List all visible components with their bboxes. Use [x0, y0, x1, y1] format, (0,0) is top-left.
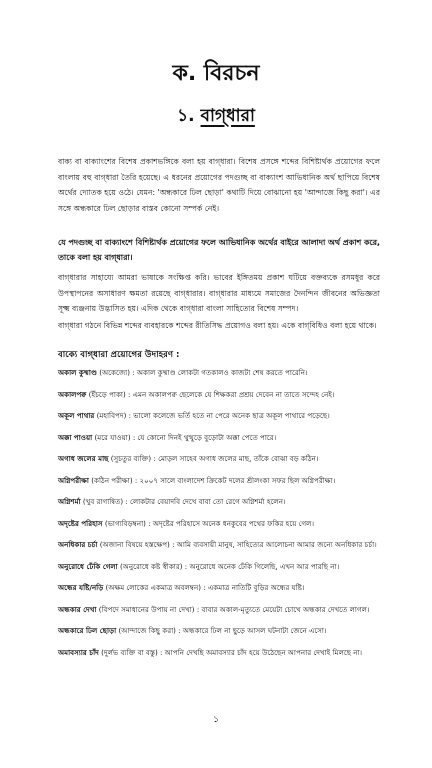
idiom-sentence: একমাত্র নাতিটি বুড়ির অন্ধের যষ্টি।: [207, 583, 305, 592]
idiom-sentence: অন্ধকারে ঢিল না ছুড়ে আসল ঘটনাটা জেনে এসো।: [182, 626, 327, 635]
idiom-meaning: (অক্ষম লোকের একমাত্র অবলম্বন): [105, 583, 201, 592]
idiom-term: অন্ধকারে ঢিল ছোড়া: [58, 626, 117, 635]
list-item: অক্কা পাওয়া (মরে যাওয়া) : যে কোনো দিনই থুত্থুড়ে বুড়োটা অক্কা পেতে পারে।: [58, 432, 277, 442]
idiom-sentence: এমন অকালপক্ব ছেলেকে যে শিক্ষকরা প্রশ্রয় দেবেন না তাতে সন্দেহ নেই।: [132, 389, 335, 399]
idiom-meaning: (ভাগ্যবিড়ম্বনা): [104, 518, 146, 528]
idiom-term: অদৃষ্টের পরিহাস: [58, 518, 103, 528]
list-item: অগ্নিশর্মা (খুব রাগান্বিত) : লোকটার বেয়াদবি দেখে বাবা তো রেগে অগ্নিশর্মা হলেন।: [58, 497, 286, 506]
idiom-term: অন্ধের যষ্টি/নড়ি: [58, 583, 104, 592]
list-item: অন্ধের যষ্টি/নড়ি (অক্ষম লোকের একমাত্র অবলম্বন) : একমাত্র নাতিটি বুড়ির অন্ধের যষ্টি।: [58, 583, 305, 592]
list-item: অদৃষ্টের পরিহাস (ভাগ্যবিড়ম্বনা) : অদৃষ্টের পরিহাসে অনেক ধনকুবের পথের ফকির হয়ে গেল।: [58, 518, 314, 528]
idiom-sentence: যে কোনো দিনই থুত্থুড়ে বুড়োটা অক্কা পেতে পারে।: [137, 432, 277, 442]
definition-paragraph: যে পদগুচ্ছ বা বাক্যাংশে বিশিষ্টার্থক প্রয়োগের ফলে আভিধানিক অর্থের বাইরে আলাদা অর্থ প্রকাশ করে, তাকে বলা হয় বাগ্‌ধারা।: [58, 238, 380, 262]
idiom-term: অগ্নিশর্মা: [58, 497, 81, 506]
idiom-term: অনধিকার চর্চা: [58, 540, 98, 549]
idiom-term: অনুরোধে ঢেঁকি গেলা: [58, 561, 118, 571]
idiom-meaning: (কঠিন পরীক্ষা): [91, 475, 133, 485]
idiom-meaning: (খুব রাগান্বিত): [82, 497, 124, 506]
idiom-meaning: (আন্দাজে কিছু করা): [118, 626, 176, 635]
idiom-meaning: (বিপদে সমাধানের উপায় না দেখা): [98, 604, 195, 614]
idiom-meaning: (ইঁচড়ে পাকা): [88, 389, 126, 399]
idiom-meaning: (সুচতুর ব্যক্তি): [110, 454, 152, 463]
idiom-meaning: (অনুরোধে কষ্ট স্বীকার): [119, 561, 183, 571]
idiom-term: অগ্নিপরীক্ষা: [58, 475, 89, 485]
list-item: অকাল কুষ্মাণ্ড (অকেজো) : অকাল কুষ্মাণ্ড লোকটা গতকালও কাজটা শেষ করতে পারেনি।: [58, 368, 308, 377]
idiom-meaning: (অজানা বিষয়ে হস্তক্ষেপ): [99, 540, 170, 549]
page-number: ১: [213, 715, 219, 725]
list-item: অনধিকার চর্চা (অজানা বিষয়ে হস্তক্ষেপ) : আমি ব্যবসায়ী মানুষ, সাহিত্যের আলোচনা আমার জন্যে অনধিকার চর্চা।: [58, 540, 377, 549]
importance-paragraph: বাগ্‌ধারার সাহায্যে আমরা ভাষাকে সংক্ষিপ্ত করি। ভাবের ইঙ্গিতময় প্রকাশ ঘটিয়ে বক্তব্যকে রসমধুর করে উপস্থাপনের অসাধারণ ক্ষমতা রয়েছে বাগ্‌ধারার। বাগ্‌ধারার মাধ্যমে সমাজের দৈনন্দিন জীবনের অভিজ্ঞতা সূক্ষ্ম ব্যঞ্জনায় উদ্ভাসিত হয়। এদিক থেকে বাগ্‌ধারা বাংলা সাহিত্যের বিশেষ সম্পদ।: [58, 273, 380, 313]
list-item: অমাবস্যার চাঁদ (দুর্লভ ব্যক্তি বা বস্তু) : আপনি দেখছি অমাবস্যার চাঁদ হয়ে উঠেছেন আপনার দেখাই মিলছে না।: [58, 647, 363, 657]
list-item: অন্ধকার দেখা (বিপদে সমাধানের উপায় না দেখা) : বাবার অকাল-মৃত্যুতে মেয়েটা চোখে অন্ধকার দেখতে লাগল।: [58, 604, 370, 614]
list-item: অগাধ জলের মাছ (সুচতুর ব্যক্তি) : মোড়ল সাহেব অগাধ জলের মাছ, তাঁকে বোঝা বড় কঠিন।: [58, 454, 319, 463]
examples-heading: বাক্যে বাগ্‌ধারা প্রয়োগের উদাহরণ :: [58, 350, 180, 360]
idiom-sentence: অকাল কুষ্মাণ্ড লোকটা গতকালও কাজটা শেষ করতে পারেনি।: [136, 368, 308, 377]
idiom-sentence: ২০০৭ সালে বাংলাদেশ ক্রিকেট দলের শ্রীলংকা সফর ছিল অগ্নিপরীক্ষা।: [139, 475, 336, 485]
list-item: অকূল পাথার (মহাবিপদ) : ভালো কলেজে ভর্তি হতে না পেরে অনেক ছাত্র অকূল পাথারে পড়েছে।: [58, 411, 330, 420]
chapter-title: ক. বিরচন: [172, 61, 260, 86]
idiom-term: অকূল পাথার: [58, 411, 95, 420]
idiom-term: অন্ধকার দেখা: [58, 604, 97, 614]
idiom-sentence: অনুরোধে অনেক ঢেঁকি গিলেছি, এখন আর পারছি না।: [189, 561, 340, 571]
idiom-meaning: (মহাবিপদ): [96, 411, 127, 420]
idiom-sentence: ভালো কলেজে ভর্তি হতে না পেরে অনেক ছাত্র অকূল পাথারে পড়েছে।: [133, 411, 330, 420]
idiom-term: অমাবস্যার চাঁদ: [58, 647, 99, 657]
idiom-meaning: (দুর্লভ ব্যক্তি বা বস্তু): [101, 647, 158, 657]
idiom-sentence: মোড়ল সাহেব অগাধ জলের মাছ, তাঁকে বোঝা বড় কঠিন।: [158, 454, 319, 463]
section-number: ১.: [177, 106, 195, 126]
list-item: অনুরোধে ঢেঁকি গেলা (অনুরোধে কষ্ট স্বীকার) : অনুরোধে অনেক ঢেঁকি গিলেছি, এখন আর পারছি না।: [58, 561, 340, 571]
section-title: বাগ্‌ধারা: [200, 106, 255, 126]
list-item: অকালপক্ব (ইঁচড়ে পাকা) : এমন অকালপক্ব ছেলেকে যে শিক্ষকরা প্রশ্রয় দেবেন না তাতে সন্দেহ নেই।: [58, 389, 335, 399]
intro-paragraph: বাক্য বা বাক্যাংশের বিশেষ প্রকাশভঙ্গিকে বলা হয় বাগ্‌ধারা। বিশেষ প্রসঙ্গে শব্দের বিশিষ্টার্থক প্রয়োগের ফলে বাংলায় বহু বাগ্‌ধারা তৈরি হয়েছে। এ ধরনের প্রয়োগের পদগুচ্ছ বা বাক্যাংশ আভিধানিক অর্থ ছাপিয়ে বিশেষ অর্থের দ্যোতক হয়ে ওঠে। যেমন: 'অন্ধকারে ঢিল ছোড়া' কথাটি দিয়ে বোঝানো হয় 'আন্দাজে কিছু করা'। এর সঙ্গে অন্ধকারে ঢিল ছোড়ার বাস্তব কোনো সম্পর্ক নেই।: [58, 157, 380, 213]
idiom-sentence: অদৃষ্টের পরিহাসে অনেক ধনকুবের পথের ফকির হয়ে গেল।: [152, 518, 314, 528]
idiom-sentence: লোকটার বেয়াদবি দেখে বাবা তো রেগে অগ্নিশর্মা হলেন।: [130, 497, 286, 506]
idiom-meaning: (মরে যাওয়া): [94, 432, 131, 442]
idiom-term: অকাল কুষ্মাণ্ড: [58, 368, 97, 377]
idiom-sentence: আমি ব্যবসায়ী মানুষ, সাহিত্যের আলোচনা আমার জন্যে অনধিকার চর্চা।: [176, 540, 377, 549]
idiom-meaning: (অকেজো): [99, 368, 130, 377]
section-heading: [0, 104, 432, 128]
usage-paragraph: বাগ্‌ধারা গঠনে বিভিন্ন শব্দের ব্যবহারকে শব্দের রীতিসিদ্ধ প্রয়োগও বলা হয়। একে বাগ্‌বিধিও বলা হয়ে থাকে।: [58, 321, 377, 330]
idiom-term: অকালপক্ব: [58, 389, 87, 399]
idiom-term: অক্কা পাওয়া: [58, 432, 93, 442]
idiom-term: অগাধ জলের মাছ: [58, 454, 109, 463]
idiom-sentence: বাবার অকাল-মৃত্যুতে মেয়েটা চোখে অন্ধকার দেখতে লাগল।: [201, 604, 370, 614]
list-item: অন্ধকারে ঢিল ছোড়া (আন্দাজে কিছু করা) : অন্ধকারে ঢিল না ছুড়ে আসল ঘটনাটা জেনে এসো।: [58, 626, 327, 635]
list-item: অগ্নিপরীক্ষা (কঠিন পরীক্ষা) : ২০০৭ সালে বাংলাদেশ ক্রিকেট দলের শ্রীলংকা সফর ছিল অগ্নিপরীক্ষা।: [58, 475, 336, 485]
examples-list: [58, 366, 382, 667]
idiom-sentence: আপনি দেখছি অমাবস্যার চাঁদ হয়ে উঠেছেন আপনার দেখাই মিলছে না।: [164, 647, 363, 657]
